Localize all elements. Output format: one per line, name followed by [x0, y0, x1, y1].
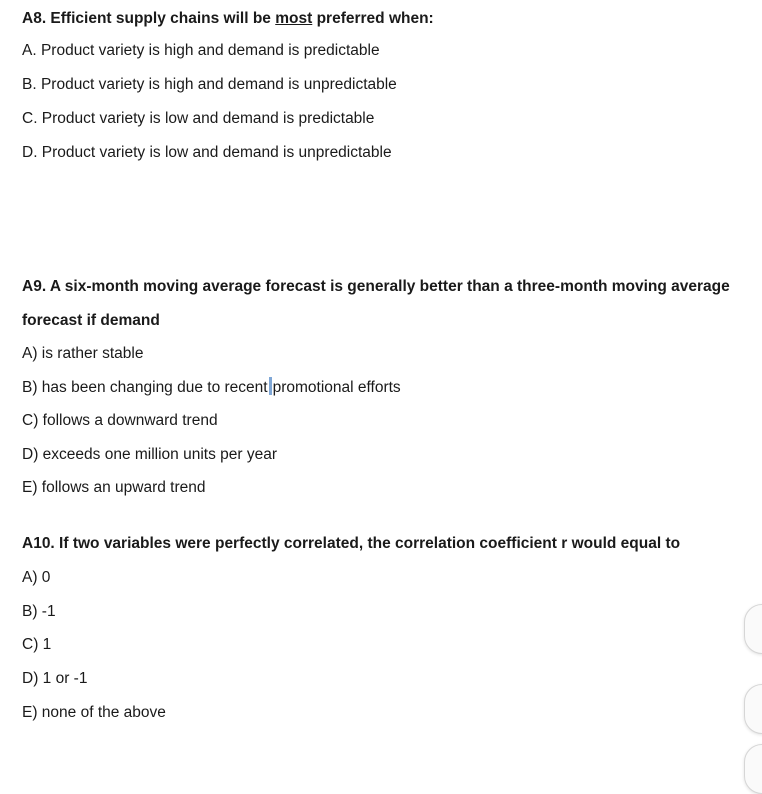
option-a9-a: A) is rather stable — [22, 345, 144, 362]
option-a10-b: B) -1 — [22, 603, 56, 620]
question-a10: A10. If two variables were perfectly correlated, the correlation coefficient r would equal to — [22, 535, 681, 552]
side-action-button-3[interactable] — [744, 744, 762, 794]
option-a9-c: C) follows a downward trend — [22, 412, 218, 429]
option-a8-c: C. Product variety is low and demand is predictable — [22, 110, 375, 127]
text-cursor — [269, 377, 272, 395]
question-a8-suffix: preferred when: — [312, 10, 434, 27]
option-a8-a: A. Product variety is high and demand is predictable — [22, 42, 380, 59]
side-action-button-1[interactable] — [744, 604, 762, 654]
question-a8-emphasis: most — [275, 10, 313, 27]
question-a9-line1: A9. A six-month moving average forecast is generally better than a three-month moving average — [22, 278, 730, 295]
option-a10-c: C) 1 — [22, 636, 52, 653]
option-a9-b — [22, 377, 401, 398]
option-a9-b-part2: promotional efforts — [272, 379, 401, 396]
option-a8-b: B. Product variety is high and demand is unpredictable — [22, 76, 397, 93]
option-a10-e: E) none of the above — [22, 704, 166, 721]
option-a10-d: D) 1 or -1 — [22, 670, 88, 687]
question-a9-line2: forecast if demand — [22, 312, 160, 329]
option-a10-a: A) 0 — [22, 569, 51, 586]
question-a8 — [22, 9, 434, 29]
option-a9-b-part1: B) has been changing due to recent — [22, 379, 268, 396]
option-a9-d: D) exceeds one million units per year — [22, 446, 278, 463]
question-a8-prefix: A8. Efficient supply chains will be — [22, 10, 276, 27]
option-a8-d: D. Product variety is low and demand is unpredictable — [22, 144, 392, 161]
option-a9-e: E) follows an upward trend — [22, 479, 206, 496]
side-action-button-2[interactable] — [744, 684, 762, 734]
